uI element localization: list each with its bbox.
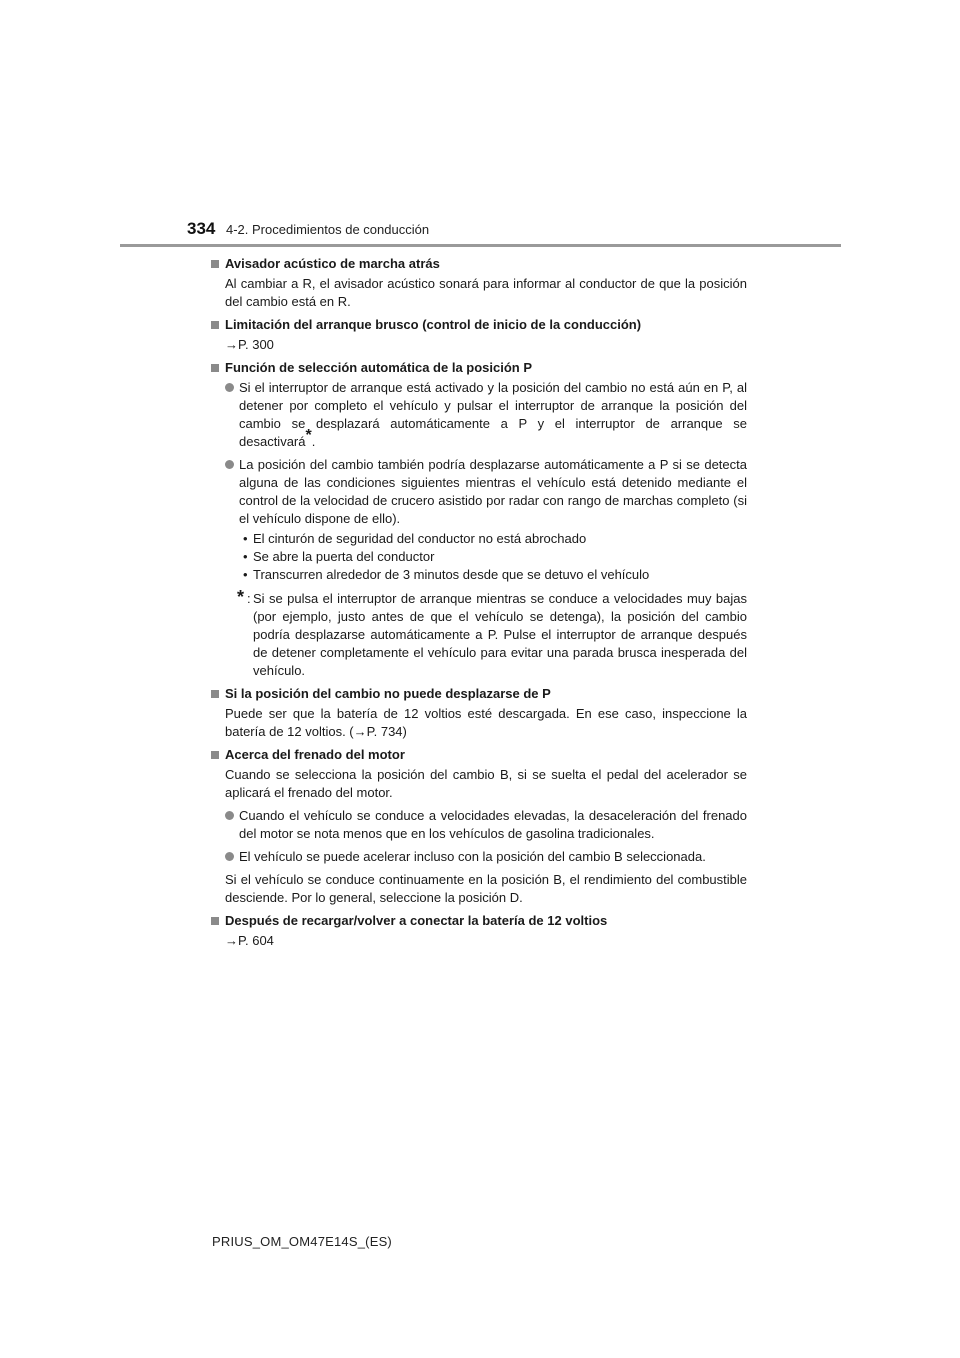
footnote-marker: *: [305, 427, 312, 444]
square-bullet-icon: [211, 690, 219, 698]
round-bullet-icon: [225, 852, 234, 861]
page-header: [0, 0, 960, 250]
square-bullet-icon: [211, 364, 219, 372]
footnote: * : Si se pulsa el interruptor de arranque mientras se conduce a velocidades muy bajas (por ejemplo, justo antes de que el vehículo se detenga), la posición del cambio podría desplazarse automáticamente a P. Pulse el interruptor de arranque después de detener completamente el vehículo para evitar una parada brusca inesperada del vehículo.: [237, 587, 747, 678]
paragraph: Puede ser que la batería de 12 voltios esté descargada. En ese caso, inspeccione la batería de 12 voltios. (→P. 734): [225, 706, 747, 739]
round-bullet-icon: [225, 811, 234, 820]
heading-launch-control: Limitación del arranque brusco (control de inicio de la conducción): [211, 316, 747, 334]
round-bullet-icon: [225, 383, 234, 392]
page-reference-link[interactable]: →P. 604: [225, 933, 274, 948]
heading-reverse-buzzer: Avisador acústico de marcha atrás: [211, 255, 747, 273]
bullet-item: El vehículo se puede acelerar incluso con la posición del cambio B seleccionada.: [211, 848, 747, 866]
square-bullet-icon: [211, 917, 219, 925]
round-bullet-icon: [225, 460, 234, 469]
document-code: PRIUS_OM_OM47E14S_(ES): [212, 1234, 392, 1249]
section-title: 4-2. Procedimientos de conducción: [226, 222, 430, 237]
paragraph: Cuando se selecciona la posición del cambio B, si se suelta el pedal del acelerador se aplicará el frenado del motor.: [225, 767, 747, 800]
heading-shift-stuck-in-p: Si la posición del cambio no puede desplazarse de P: [211, 685, 747, 703]
bullet-item: Cuando el vehículo se conduce a velocidades elevadas, la desaceleración del frenado del motor se nota menos que en los vehículos de gasolina tradicionales.: [211, 807, 747, 843]
heading-engine-braking: Acerca del frenado del motor: [211, 746, 747, 764]
square-bullet-icon: [211, 260, 219, 268]
square-bullet-icon: [211, 321, 219, 329]
paragraph: Si el vehículo se conduce continuamente en la posición B, el rendimiento del combustible desciende. Por lo general, seleccione la posición D.: [225, 872, 747, 905]
bullet-item: Si el interruptor de arranque está activado y la posición del cambio no está aún en P, al detener por completo el vehículo y pulsar el interruptor de arranque la posición del cambio se desplazará automáticamente a P y el interruptor de arranque se desactivará*.: [211, 379, 747, 451]
header-divider: [120, 244, 841, 247]
page-content: [211, 255, 747, 955]
square-bullet-icon: [211, 751, 219, 759]
page-number: 334: [187, 219, 216, 238]
page-reference-link[interactable]: →P. 300: [225, 337, 274, 352]
list-item: • Se abre la puerta del conductor: [243, 549, 435, 564]
heading-auto-p-selection: Función de selección automática de la posición P: [211, 359, 747, 377]
paragraph: Al cambiar a R, el avisador acústico sonará para informar al conductor de que la posición del cambio está en R.: [225, 276, 747, 309]
heading-battery-reconnect: Después de recargar/volver a conectar la batería de 12 voltios: [211, 912, 747, 930]
bullet-item: La posición del cambio también podría desplazarse automáticamente a P si se detecta alguna de las condiciones siguientes mientras el vehículo está detenido mediante el control de la velocidad de crucero asistido por radar con rango de marchas completo (si el vehículo dispone de ello). • El cinturón de seguridad del conductor no está abrochado • Se abre la puerta del conductor • Transcurren alrededor de 3 minutos desde que se detuvo el vehículo: [211, 456, 747, 584]
footnote-marker: *: [237, 587, 245, 607]
list-item: • Transcurren alrededor de 3 minutos desde que se detuvo el vehículo: [243, 567, 650, 582]
list-item: • El cinturón de seguridad del conductor no está abrochado: [243, 531, 587, 546]
condition-list: [239, 530, 747, 584]
